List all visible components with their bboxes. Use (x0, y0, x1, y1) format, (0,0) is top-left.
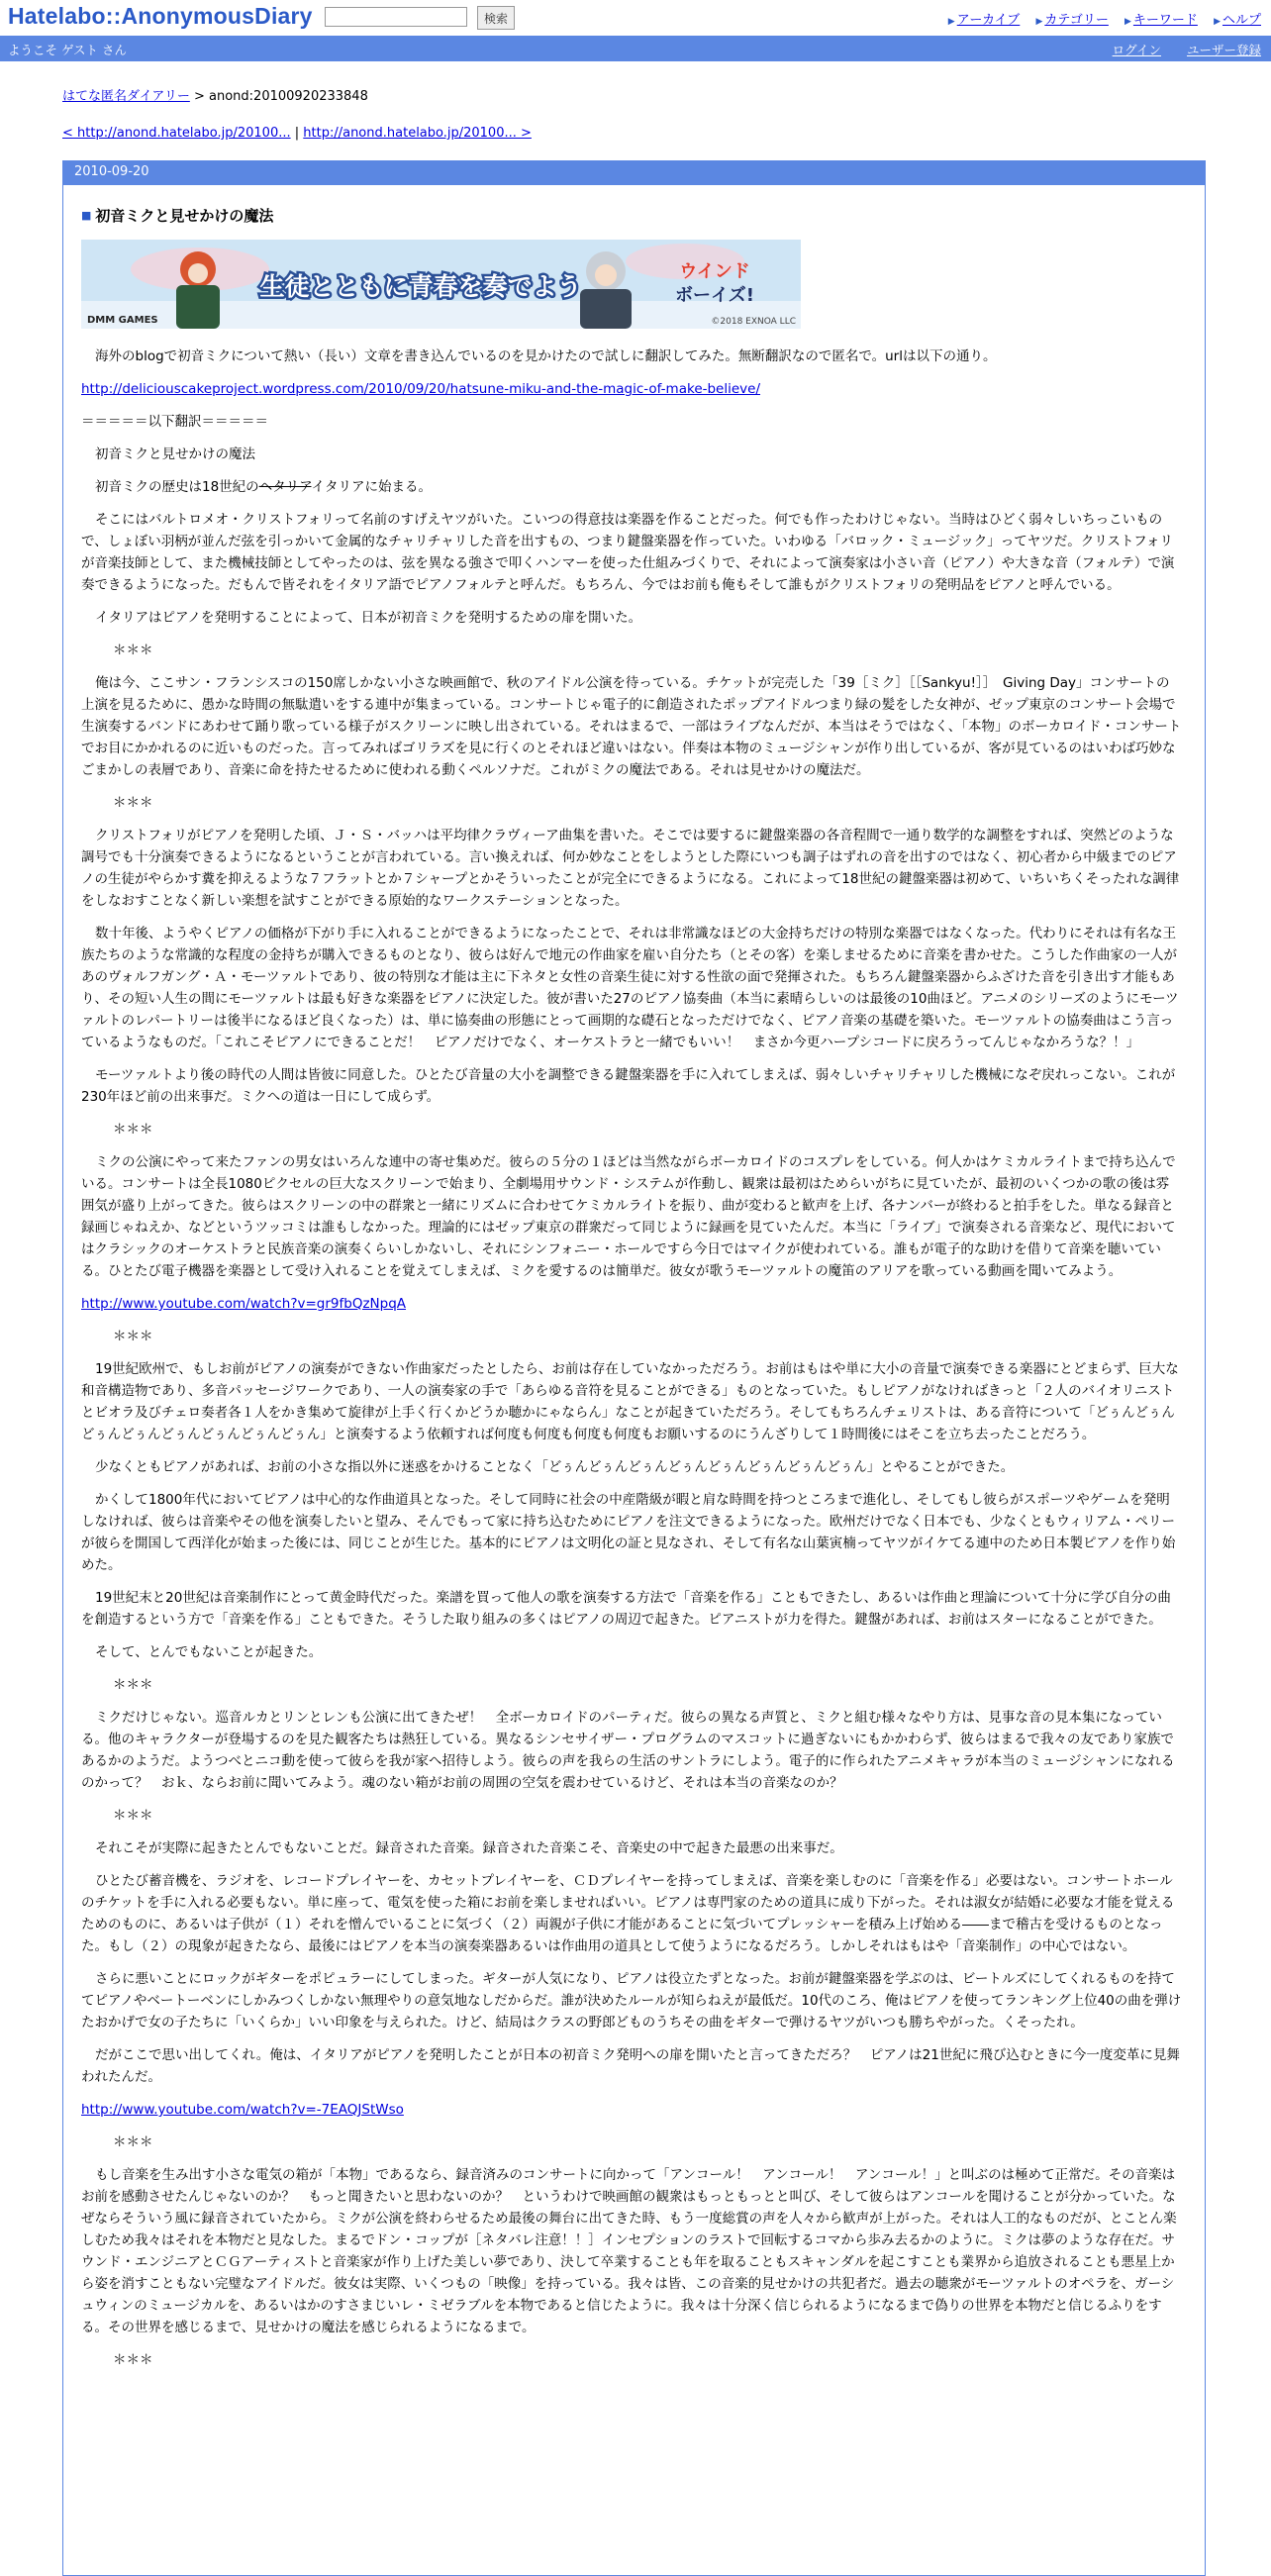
banner-brand: DMM GAMES (87, 315, 158, 326)
strikethrough-text: ヘタリア (258, 479, 312, 495)
entry-paragraph: もし音楽を生み出す小さな電気の箱が「本物」であるなら、録音済みのコンサートに向かって「アンコール！ アンコール！ アンコール！」と叫ぶのは極めて正常だ。その音楽はお前を感動させたんじゃないのか？ もっと聞きたいと思わないのか？ というわけで映画館の観衆はもっともっとと叫び、そして彼らはアンコールを聞けることが分かっていた。なぜならそういう風に録音されていたから。ミクが公演を終わらせるため最後の舞台に出てきた時、もう一度総賞の声を人々から歓声が上がった。それは人工的なものだが、とことん楽しむため我々はそれを本物だと見なした。まるでドン・コップが［ネタバレ注意！！］インセプションのラストで回転するコマから歩み去るかのように。ミクは夢のような存在だ。サウンド・エンジニアとＣＧアーティストと音楽家が作り上げた美しい夢であり、決して卒業することも年を取ることもスキャンダルを起こすことも業界から追放されることも悪星上から姿を消すこともない完璧なアイドルだ。彼女は実際、いくつもの「映像」を持っている。我々は皆、この音楽的見せかけの共犯者だ。過去の聴衆がモーツァルトのオペラを、ガーシュウィンのミュージカルを、あるいはかのすさまじいレ・ミゼラブルを本物であると信じたように。我々は十分深く信じられるようになるまで偽りの世界を本物だと信じるふりをする。その世界を感じるまで、見せかけの魔法を感じられるようになるまで。 (81, 2167, 1177, 2335)
entry-paragraph: かくして1800年代においてピアノは中心的な作曲道具となった。そして同時に社会の中産階級が暇と肩な時間を持つところまで進化し、そしてもし彼らがスポーツやゲームを発明しなければ、彼らは音楽やその他を演奏したいと望み、そんでもって家に持ち込むためにピアノを注文できるようになった。欧州だけでなく日本でも、少なくともウィリアム・ペリーが彼らを開国して西洋化が始まった後には、同じことが生じた。基本的にピアノは文明化の証と見なされ、そして有名な山葉寅楠ってヤツがイケてる連中のため日本製ピアノを作り始めた。 (81, 1492, 1176, 1573)
entry-title-text: 初音ミクと見せかけの魔法 (95, 207, 274, 225)
entry-paragraph: 少なくともピアノがあれば、お前の小さな指以外に迷惑をかけることなく「どぅんどぅんどぅんどぅんどぅんどぅんどぅんどぅん」とやることができた。 (95, 1459, 1015, 1475)
search-button[interactable]: 検索 (477, 6, 515, 30)
day-section (62, 160, 1206, 2576)
entry-paragraph: 海外のblogで初音ミクについて熱い（長い）文章を書き込んでいるのを見かけたので試しに翻訳してみた。無断翻訳なので匿名で。urlは以下の通り。 (95, 348, 997, 364)
search-input[interactable] (325, 7, 467, 27)
entry-body (63, 185, 1205, 2371)
section-divider: ＊＊＊ (113, 795, 153, 811)
welcome-text: ようこそ ゲスト さん (8, 43, 127, 57)
entry-paragraph: さらに悪いことにロックがギターをポピュラーにしてしまった。ギターが人気になり、ピアノは役立たずとなった。お前が鍵盤楽器を学ぶのは、ビートルズにしてくれるものを持ててピアノやベートーベンにしかみつくしかない無理やりの意気地なしだからだ。誰が決めたルールが知らねえが最低だ。10代のころ、俺はピアノを使ってランキング上位40の曲を弾けたおかげで女の子たちに「いくらか」いい印象を与えられた。けど、結局はクラスの野郎どものうちその曲をギターで弾けるヤツがいつも勝ちやがった。くそったれ。 (81, 1971, 1182, 2031)
entry-paragraph: ひとたび蓄音機を、ラジオを、レコードプレイヤーを、カセットプレイヤーを、ＣＤプレイヤーを持ってしまえば、音楽を楽しむのに「音楽を作る」必要はない。コンサートホールのチケットを手に入れる必要もない。単に座って、電気を使った箱にお前を楽しませればいい。ピアノは専門家のための道具に成り下がった。それは淑女が結婚に必要な才能を覚えるためのものに、あるいは子供が（１）それを憎んでいることに気づく（２）両親が子供に才能があることに気づいてプレッシャーを積み上げ始める――まで稽古を受けるものとなった。もし（２）の現象が起きたなら、最後にはピアノを本当の演奏楽器あるいは作曲用の道具として使うようになるだろう。しかしそれはもはや「音楽制作」の中心ではない。 (81, 1873, 1175, 1954)
login-link[interactable]: ログイン (1112, 43, 1161, 57)
nav-help-link[interactable]: ヘルプ (1222, 13, 1261, 28)
ad-banner[interactable] (81, 240, 801, 329)
site-logo[interactable]: Hatelabo::AnonymousDiary (8, 3, 313, 29)
entry-paragraph: そして、とんでもないことが起きた。 (95, 1644, 323, 1660)
section-divider: ＊＊＊ (113, 643, 153, 658)
user-bar (0, 36, 1271, 61)
entry-pager (62, 126, 532, 141)
breadcrumb-home-link[interactable]: はてな匿名ダイアリー (62, 89, 190, 104)
top-nav (936, 9, 1261, 28)
arrow-icon: ▶ (1035, 17, 1043, 27)
pager-separator: | (290, 126, 304, 141)
section-divider: ＊＊＊ (113, 2352, 153, 2368)
nav-archive-link[interactable]: アーカイブ (956, 13, 1021, 28)
breadcrumb-separator: > (189, 89, 210, 104)
entry-paragraph: ＝＝＝＝＝以下翻訳＝＝＝＝＝ (81, 414, 268, 430)
entry-paragraph: イタリアはピアノを発明することによって、日本が初音ミクを発明するための扉を開いた。 (95, 610, 642, 626)
arrow-icon: ▶ (947, 17, 955, 27)
section-divider: ＊＊＊ (113, 1329, 153, 1344)
user-links (1091, 41, 1261, 58)
next-entry-link[interactable]: http://anond.hatelabo.jp/20100... > (303, 126, 532, 141)
entry-paragraph (81, 476, 1182, 498)
external-link[interactable]: http://deliciouscakeproject.wordpress.com/2010/09/20/hatsune-miku-and-the-magic-of-make-believe/ (81, 381, 761, 397)
arrow-icon: ▶ (1124, 17, 1131, 27)
breadcrumb (62, 85, 368, 104)
entry-paragraph: ミクの公演にやって来たファンの男女はいろんな連中の寄せ集めだ。彼らの５分の１ほどは当然ながらボーカロイドのコスプレをしている。何人かはケミカルライトまで持ち込んでいる。コンサートは全長1080ピクセルの巨大なスクリーンで始まり、全劇場用サウンド・システムが作動し、観衆は最初はためらいがちに見ていたが、最初のいくつかの歌の後は雰囲気が盛り上がってきた。彼らはスクリーンの中の群衆と一緒にリズムに合わせてケミカルライトを振り、曲が変わると歓声を上げ、各ナンバーが終わると拍手をした。単なる録音と録画じゃねえか、などというツッコミは誰もしなかった。理論的にはゼップ東京の群衆だって同じように録画を見ていたんだ。本当に「ライブ」で演奏される音楽など、現代においてはクラシックのオーケストラと民族音楽の演奏くらいしかないし、それにシンフォニー・ホールですら今日ではマイクが使われている。誰もが電子的な助けを借りて音楽を聴いている。ひとたび電子機器を楽器として受け入れることを覚えてしまえば、ミクを愛するのは簡単だ。彼女が歌うモーツァルトの魔笛のアリアを歌っている動画を聞いてみよう。 (81, 1154, 1176, 1279)
entry-link-paragraph (81, 2099, 1182, 2121)
external-link[interactable]: http://www.youtube.com/watch?v=-7EAQJStWso (81, 2102, 404, 2118)
entry-paragraph: モーツァルトより後の時代の人間は皆彼に同意した。ひとたび音量の大小を調整できる鍵盤楽器を手に入れてしまえば、弱々しいチャリチャリした機械になぞ戻れっこない。これが230年ほど前の出来事だ。ミクへの道は一日にして成らず。 (81, 1067, 1176, 1105)
entry-paragraph: 19世紀末と20世紀は音楽制作にとって黄金時代だった。楽譜を買って他人の歌を演奏する方法で「音楽を作る」こともできたし、あるいは作曲と理論について十分に学び自分の曲を創造するという方で「音楽を作る」こともできた。そうした取り組みの多くはピアノの周辺で起きた。ピアニストが力を得た。鍵盤があれば、お前はスターになることができた。 (81, 1590, 1171, 1628)
entry-paragraph: 19世紀欧州で、もしお前がピアノの演奏ができない作曲家だったとしたら、お前は存在していなかっただろう。お前はもはや単に大小の音量で演奏できる楽器にとどまらず、巨大な和音構造物であり、多音パッセージワークであり、一人の演奏家の手で「あらゆる音符を見ることができる」ものとなっていた。もしピアノがなければきっと「２人のバイオリニストとビオラ及びチェロ奏者各１人をかき集めて旋律が上手く行くかどうか聴かにゃならん」なことが起きていただろう。そしてもちろんチェリストは、ある音符について「どぅんどぅんどぅんどぅんどぅんどぅんどぅんどぅん」と演奏するよう依頼すれば何度も何度も何度も何度もお願いするのにうんざりして１時間後にはそこを立ち去ったことだろう。 (81, 1361, 1179, 1442)
paragraph-fragment: イタリアに始まる。 (311, 479, 432, 495)
banner-logo-line1: ウインド (679, 261, 750, 282)
entry-paragraph: ミクだけじゃない。巡音ルカとリンとレンも公演に出てきたぜ！ 全ボーカロイドのパーティだ。彼らの異なる声質と、ミクと組む様々なやり方は、見事な音の見本集になっている。他のキャラクターが登場するのを見た観客たちは熱狂している。異なるシンセサイザー・プログラムのマスコットに過ぎないにもかかわらず、彼らはまるで我々の友であり家族であるかのようだ。ようつべとニコ動を使って彼らを我が家へ招待しよう。彼らの声を我らの生活のサントラにしよう。電子的に作られたアニメキャラが本当のミュージシャンになれるのかって？ おｋ、ならお前に聞いてみよう。魂のない箱がお前の周囲の空気を震わせているけど、それは本当の音楽なのか？ (81, 1710, 1175, 1791)
entry-link-paragraph (81, 378, 1182, 400)
top-bar (0, 0, 1271, 36)
entry-text (81, 346, 1182, 2371)
entry-paragraph: 数十年後、ようやくピアノの価格が下がり手に入れることができるようになったことで、それは非常識なほどの大金持ちだけの特別な楽器ではなくなった。代わりにそれは有名な王族たちのような常識的な程度の金持ちが購入できるものとなり、彼らは好んで地元の作曲家を雇い自分たち（とその客）を楽しませるために音楽を書かせた。こうした作曲家の一人があのヴォルフガング・Ａ・モーツァルトであり、彼の特別な才能は主に下ネタと女性の音楽生徒に対する性欲の面で発揮された。もちろん鍵盤楽器からふざけた音を引き出す才能もあり、その短い人生の間にモーツァルトは最も好きな楽器をピアノに決定した。彼が書いた27のピアノ協奏曲（本当に素晴らしいのは最後の10曲ほど。アニメのシリーズのようにモーツァルトのレパートリーは後半になるほど良くなった）は、単に協奏曲の形態にとって画期的な礎石となっただけでなく、ピアノ音楽の基礎を築いた。モーツァルトの協奏曲はこう言っているようなものだ。「これこそピアノにできることだ！ ピアノだけでなく、オーケストラと一緒でもいい！ まさか今更ハープシコードに戻ろうってんじゃなかろうな？！」 (81, 926, 1179, 1050)
entry-paragraph: そこにはバルトロメオ・クリストフォリって名前のすげえヤツがいた。こいつの得意技は楽器を作ることだった。何でも作ったわけじゃない。当時はひどく弱々しいちっこいもので、しょぼい羽柄が並んだ弦を引っかいて金属的なチャリチャリした音を出すもの、つまり鍵盤楽器を作っていた。いわゆる「バロック・ミュージック」ってヤツだ。クリストフォリが音楽技師として、また機械技師としてやったのは、弦を異なる強さで叩くハンマーを使った仕組みづくりで、それによって演奏家は小さい音（ピアノ）や大きな音（フォルテ）で演奏できるようになった。だもんで皆それをイタリア語でピアノフォルテと呼んだ。もちろん、今ではお前も俺もそして誰もがクリストフォリの発明品をピアノと呼んでいる。 (81, 512, 1175, 593)
entry-paragraph: 俺は今、ここサン・フランシスコの150席しかない小さな映画館で、秋のアイドル公演を待っている。チケットが完売した「39［ミク］［［Sankyu!］］ Giving Day」コンサートの上演を見るために、愚かな時間の無駄遣いをする連中が集まっている。コンサートじゃ電子的に創造されたポップアイドルつまり緑の髪をした女神が、ゼップ東京のコンサート会場で生演奏するバンドにあわせて踊り歌っている様子がスクリーンに映し出されている。それはまるで、一部はライブなんだが、本当はそうではなく、「本物」のボーカロイド・コンサートでお目にかかれるのに近いものだった。言ってみればゴリラズを見に行くのとそれほど違いはない。伴奏は本物のミュージシャンが作り出しているが、客が見ているのはいわば巧妙なごまかしの表層であり、音楽に命を持たせるために使われる動くペルソナだ。これがミクの魔法である。それは見せかけの魔法だ。 (81, 675, 1182, 778)
entry-paragraph: それこそが実際に起きたとんでもないことだ。録音された音楽。録音された音楽こそ、音楽史の中で起きた最悪の出来事だ。 (95, 1840, 843, 1856)
banner-catchphrase: 生徒とともに青春を奏でよう (259, 272, 582, 301)
external-link[interactable]: http://www.youtube.com/watch?v=gr9fbQzNpqA (81, 1296, 407, 1312)
register-link[interactable]: ユーザー登録 (1186, 43, 1261, 57)
section-divider: ＊＊＊ (113, 1808, 153, 1824)
nav-keyword-link[interactable]: キーワード (1132, 13, 1198, 28)
section-divider: ＊＊＊ (113, 1677, 153, 1693)
entry-link-paragraph (81, 1293, 1182, 1315)
prev-entry-link[interactable]: < http://anond.hatelabo.jp/20100... (62, 126, 291, 141)
section-divider: ＊＊＊ (113, 1122, 153, 1138)
banner-copyright: ©2018 EXNOA LLC (711, 317, 796, 327)
breadcrumb-current: anond:20100920233848 (209, 89, 368, 104)
square-icon: ■ (81, 209, 92, 222)
banner-logo-line2: ボーイズ! (674, 285, 755, 306)
day-header (63, 161, 1205, 185)
section-divider: ＊＊＊ (113, 2134, 153, 2150)
entry-paragraph: クリストフォリがピアノを発明した頃、Ｊ・Ｓ・バッハは平均律クラヴィーア曲集を書いた。そこでは要するに鍵盤楽器の各音程間で一通り数学的な調整をすれば、突然どのような調号でも十分演奏できるようになるということが言われている。言い換えれば、何か妙なことをしようとした際にいつも調子はずれの音を出すのではなく、初心者から中級までのピアノの生徒がやらかす糞を抑えるような７フラットとか７シャープとかそういったことが完全にできるようになる。これによって18世紀の鍵盤楽器は初めて、いちいちくそったれな調律をしなおすことなく新しい楽想を試すことができる原始的なワークステーションとなった。 (81, 828, 1180, 909)
entry-paragraph: だがここで思い出してくれ。俺は、イタリアがピアノを発明したことが日本の初音ミク発明への扉を開いたと言ってきただろ？ ピアノは21世紀に飛び込むときに今一度変革に見舞われたんだ。 (81, 2047, 1180, 2085)
paragraph-fragment: 初音ミクの歴史は18世紀の (95, 479, 259, 495)
character-left (176, 251, 220, 329)
entry-title (81, 205, 1182, 226)
entry-paragraph: 初音ミクと見せかけの魔法 (95, 446, 255, 462)
nav-category-link[interactable]: カテゴリー (1044, 13, 1109, 28)
day-date[interactable]: 2010-09-20 (74, 164, 149, 179)
arrow-icon: ▶ (1214, 17, 1221, 27)
